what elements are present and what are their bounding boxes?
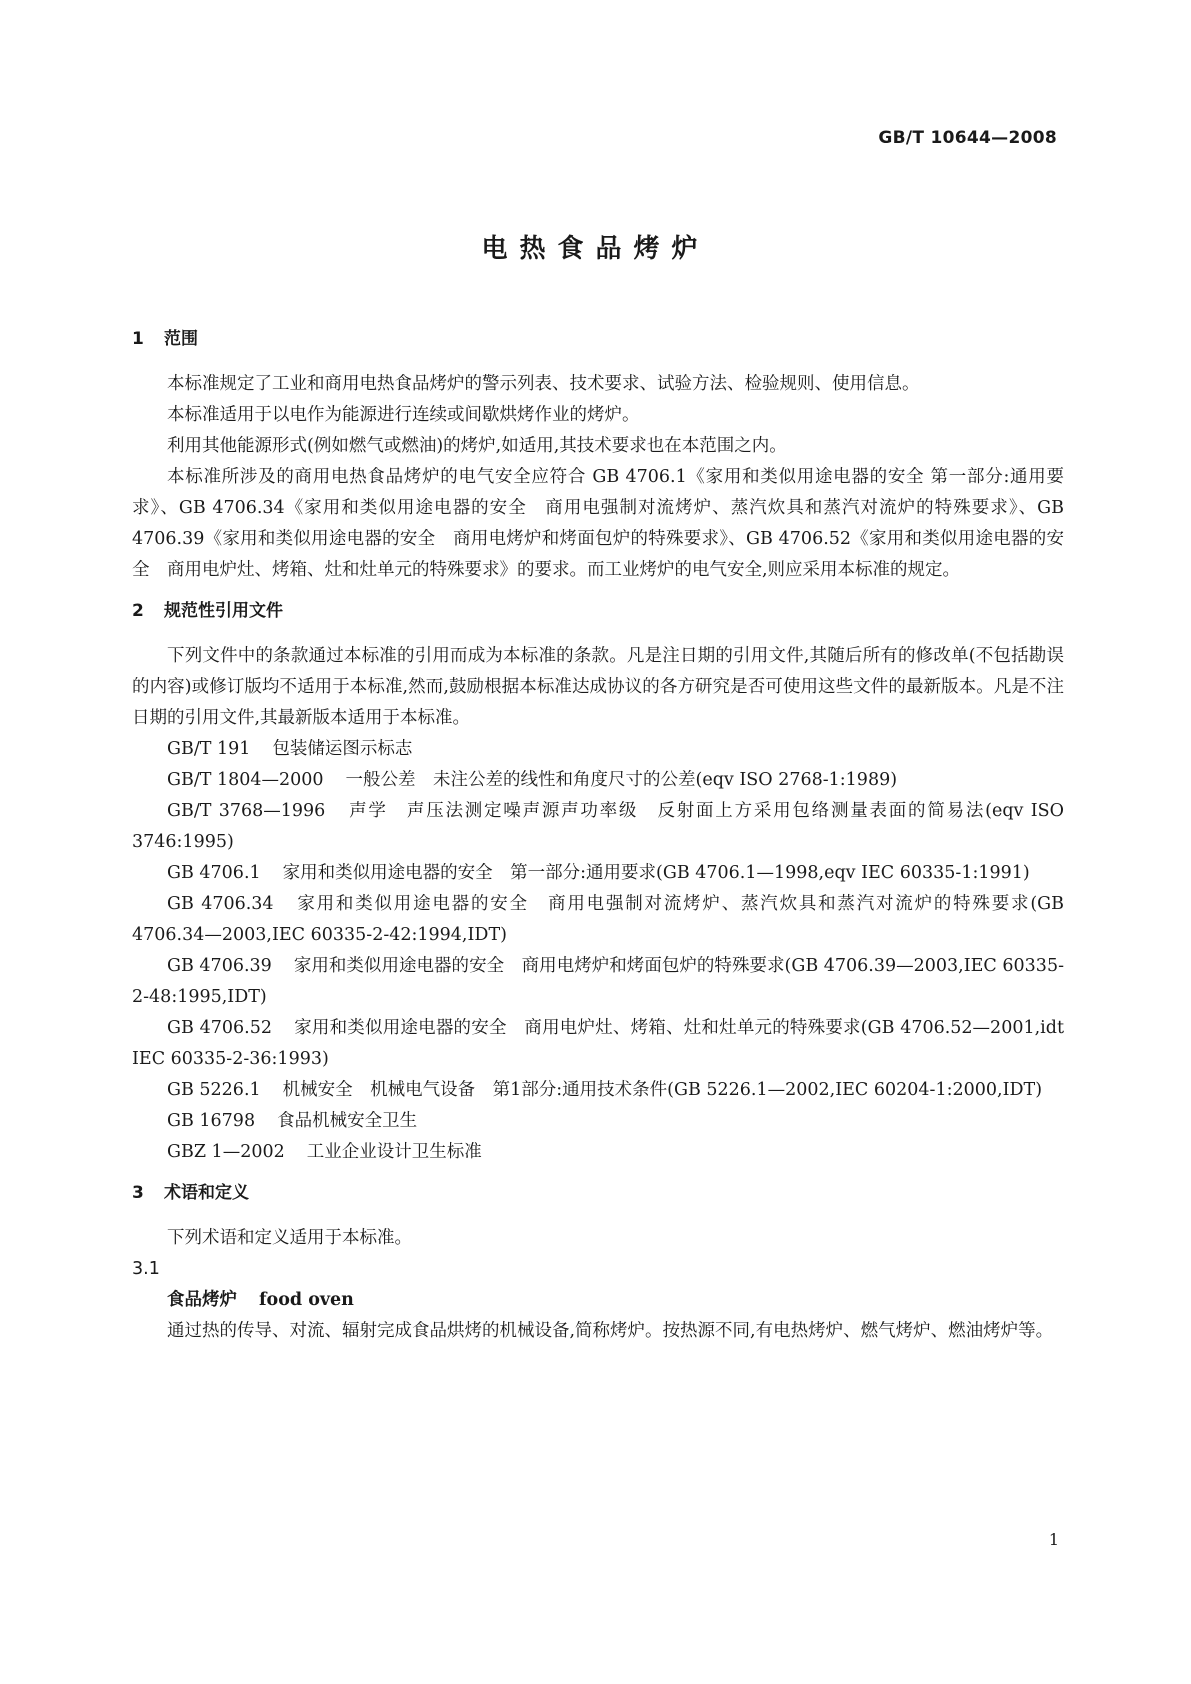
reference-text: 家用和类似用途电器的安全 商用电烤炉和烤面包炉的特殊要求(GB 4706.39—2003,IEC 60335-2-48:1995,IDT) — [132, 956, 1064, 1007]
reference-code: GB 4706.52 — [167, 1018, 272, 1038]
reference-text: 一般公差 未注公差的线性和角度尺寸的公差(eqv ISO 2768-1:1989) — [345, 770, 898, 790]
section-title: 术语和定义 — [164, 1183, 249, 1203]
reference-item — [132, 734, 1064, 765]
section-number: 1 — [132, 329, 144, 349]
reference-item — [132, 951, 1064, 1013]
section-heading-normative-references — [132, 596, 1064, 627]
reference-text: 家用和类似用途电器的安全 商用电强制对流烤炉、蒸汽炊具和蒸汽对流炉的特殊要求(GB 4706.34—2003,IEC 60335-2-42:1994,IDT) — [132, 894, 1064, 945]
reference-code: GB 4706.1 — [167, 863, 261, 883]
reference-item — [132, 858, 1064, 889]
reference-item — [132, 1137, 1064, 1168]
document-body — [132, 324, 1064, 1347]
paragraph: 下列文件中的条款通过本标准的引用而成为本标准的条款。凡是注日期的引用文件,其随后所有的修改单(不包括勘误的内容)或修订版均不适用于本标准,然而,鼓励根据本标准达成协议的各方研究是否可使用这些文件的最新版本。凡是不注日期的引用文件,其最新版本适用于本标准。 — [132, 646, 1064, 728]
standard-code: GB/T 10644—2008 — [878, 128, 1057, 148]
paragraph: 本标准所涉及的商用电热食品烤炉的电气安全应符合 GB 4706.1《家用和类似用途电器的安全 第一部分:通用要求》、GB 4706.34《家用和类似用途电器的安全 商用电强制对流烤炉、蒸汽炊具和蒸汽对流炉的特殊要求》、GB 4706.39《家用和类似用途电器的安全 商用电烤炉和烤面包炉的特殊要求》、GB 4706.52《家用和类似用途电器的安全 商用电炉灶、烤箱、灶和灶单元的特殊要求》的要求。而工业烤炉的电气安全,则应采用本标准的规定。 — [132, 467, 1064, 580]
reference-code: GB/T 1804—2000 — [167, 770, 324, 790]
reference-code: GB 4706.39 — [167, 956, 272, 976]
page-number: 1 — [1048, 1530, 1059, 1549]
reference-code: GB/T 3768—1996 — [167, 801, 326, 821]
reference-code: GB 16798 — [167, 1111, 256, 1131]
paragraph: 利用其他能源形式(例如燃气或燃油)的烤炉,如适用,其技术要求也在本范围之内。 — [167, 436, 787, 456]
reference-item — [132, 1106, 1064, 1137]
reference-item — [132, 1013, 1064, 1075]
reference-text: 工业企业设计卫生标准 — [306, 1142, 482, 1162]
reference-text: 食品机械安全卫生 — [277, 1111, 418, 1131]
reference-text: 声学 声压法测定噪声源声功率级 反射面上方采用包络测量表面的简易法(eqv ISO 3746:1995) — [132, 801, 1064, 852]
term-definition: 通过热的传导、对流、辐射完成食品烘烤的机械设备,简称烤炉。按热源不同,有电热烤炉、燃气烤炉、燃油烤炉等。 — [167, 1321, 1054, 1341]
reference-item — [132, 765, 1064, 796]
reference-code: GB 4706.34 — [167, 894, 274, 914]
reference-text: 家用和类似用途电器的安全 商用电炉灶、烤箱、灶和灶单元的特殊要求(GB 4706.52—2001,idt IEC 60335-2-36:1993) — [132, 1018, 1064, 1069]
reference-text: 家用和类似用途电器的安全 第一部分:通用要求(GB 4706.1—1998,eqv IEC 60335-1:1991) — [282, 863, 1030, 883]
paragraph: 本标准规定了工业和商用电热食品烤炉的警示列表、技术要求、试验方法、检验规则、使用信息。 — [167, 374, 920, 394]
reference-code: GB/T 191 — [167, 739, 251, 759]
subclause-number: 3.1 — [132, 1259, 160, 1279]
term-entry — [132, 1285, 1064, 1316]
term-chinese: 食品烤炉 — [167, 1290, 237, 1310]
reference-item — [132, 1075, 1064, 1106]
section-title: 范围 — [164, 329, 198, 349]
paragraph: 下列术语和定义适用于本标准。 — [167, 1228, 412, 1248]
reference-code: GBZ 1—2002 — [167, 1142, 285, 1162]
term-english: food oven — [259, 1290, 354, 1310]
section-heading-terms-definitions — [132, 1178, 1064, 1209]
section-number: 3 — [132, 1183, 144, 1203]
section-heading-scope — [132, 324, 1064, 355]
reference-item — [132, 889, 1064, 951]
section-title: 规范性引用文件 — [164, 601, 283, 621]
paragraph: 本标准适用于以电作为能源进行连续或间歇烘烤作业的烤炉。 — [167, 405, 640, 425]
reference-text: 机械安全 机械电气设备 第1部分:通用技术条件(GB 5226.1—2002,IEC 60204-1:2000,IDT) — [282, 1080, 1043, 1100]
reference-item — [132, 796, 1064, 858]
document-title: 电热食品烤炉 — [481, 234, 710, 264]
section-number: 2 — [132, 601, 144, 621]
reference-text: 包装储运图示标志 — [272, 739, 413, 759]
reference-code: GB 5226.1 — [167, 1080, 261, 1100]
